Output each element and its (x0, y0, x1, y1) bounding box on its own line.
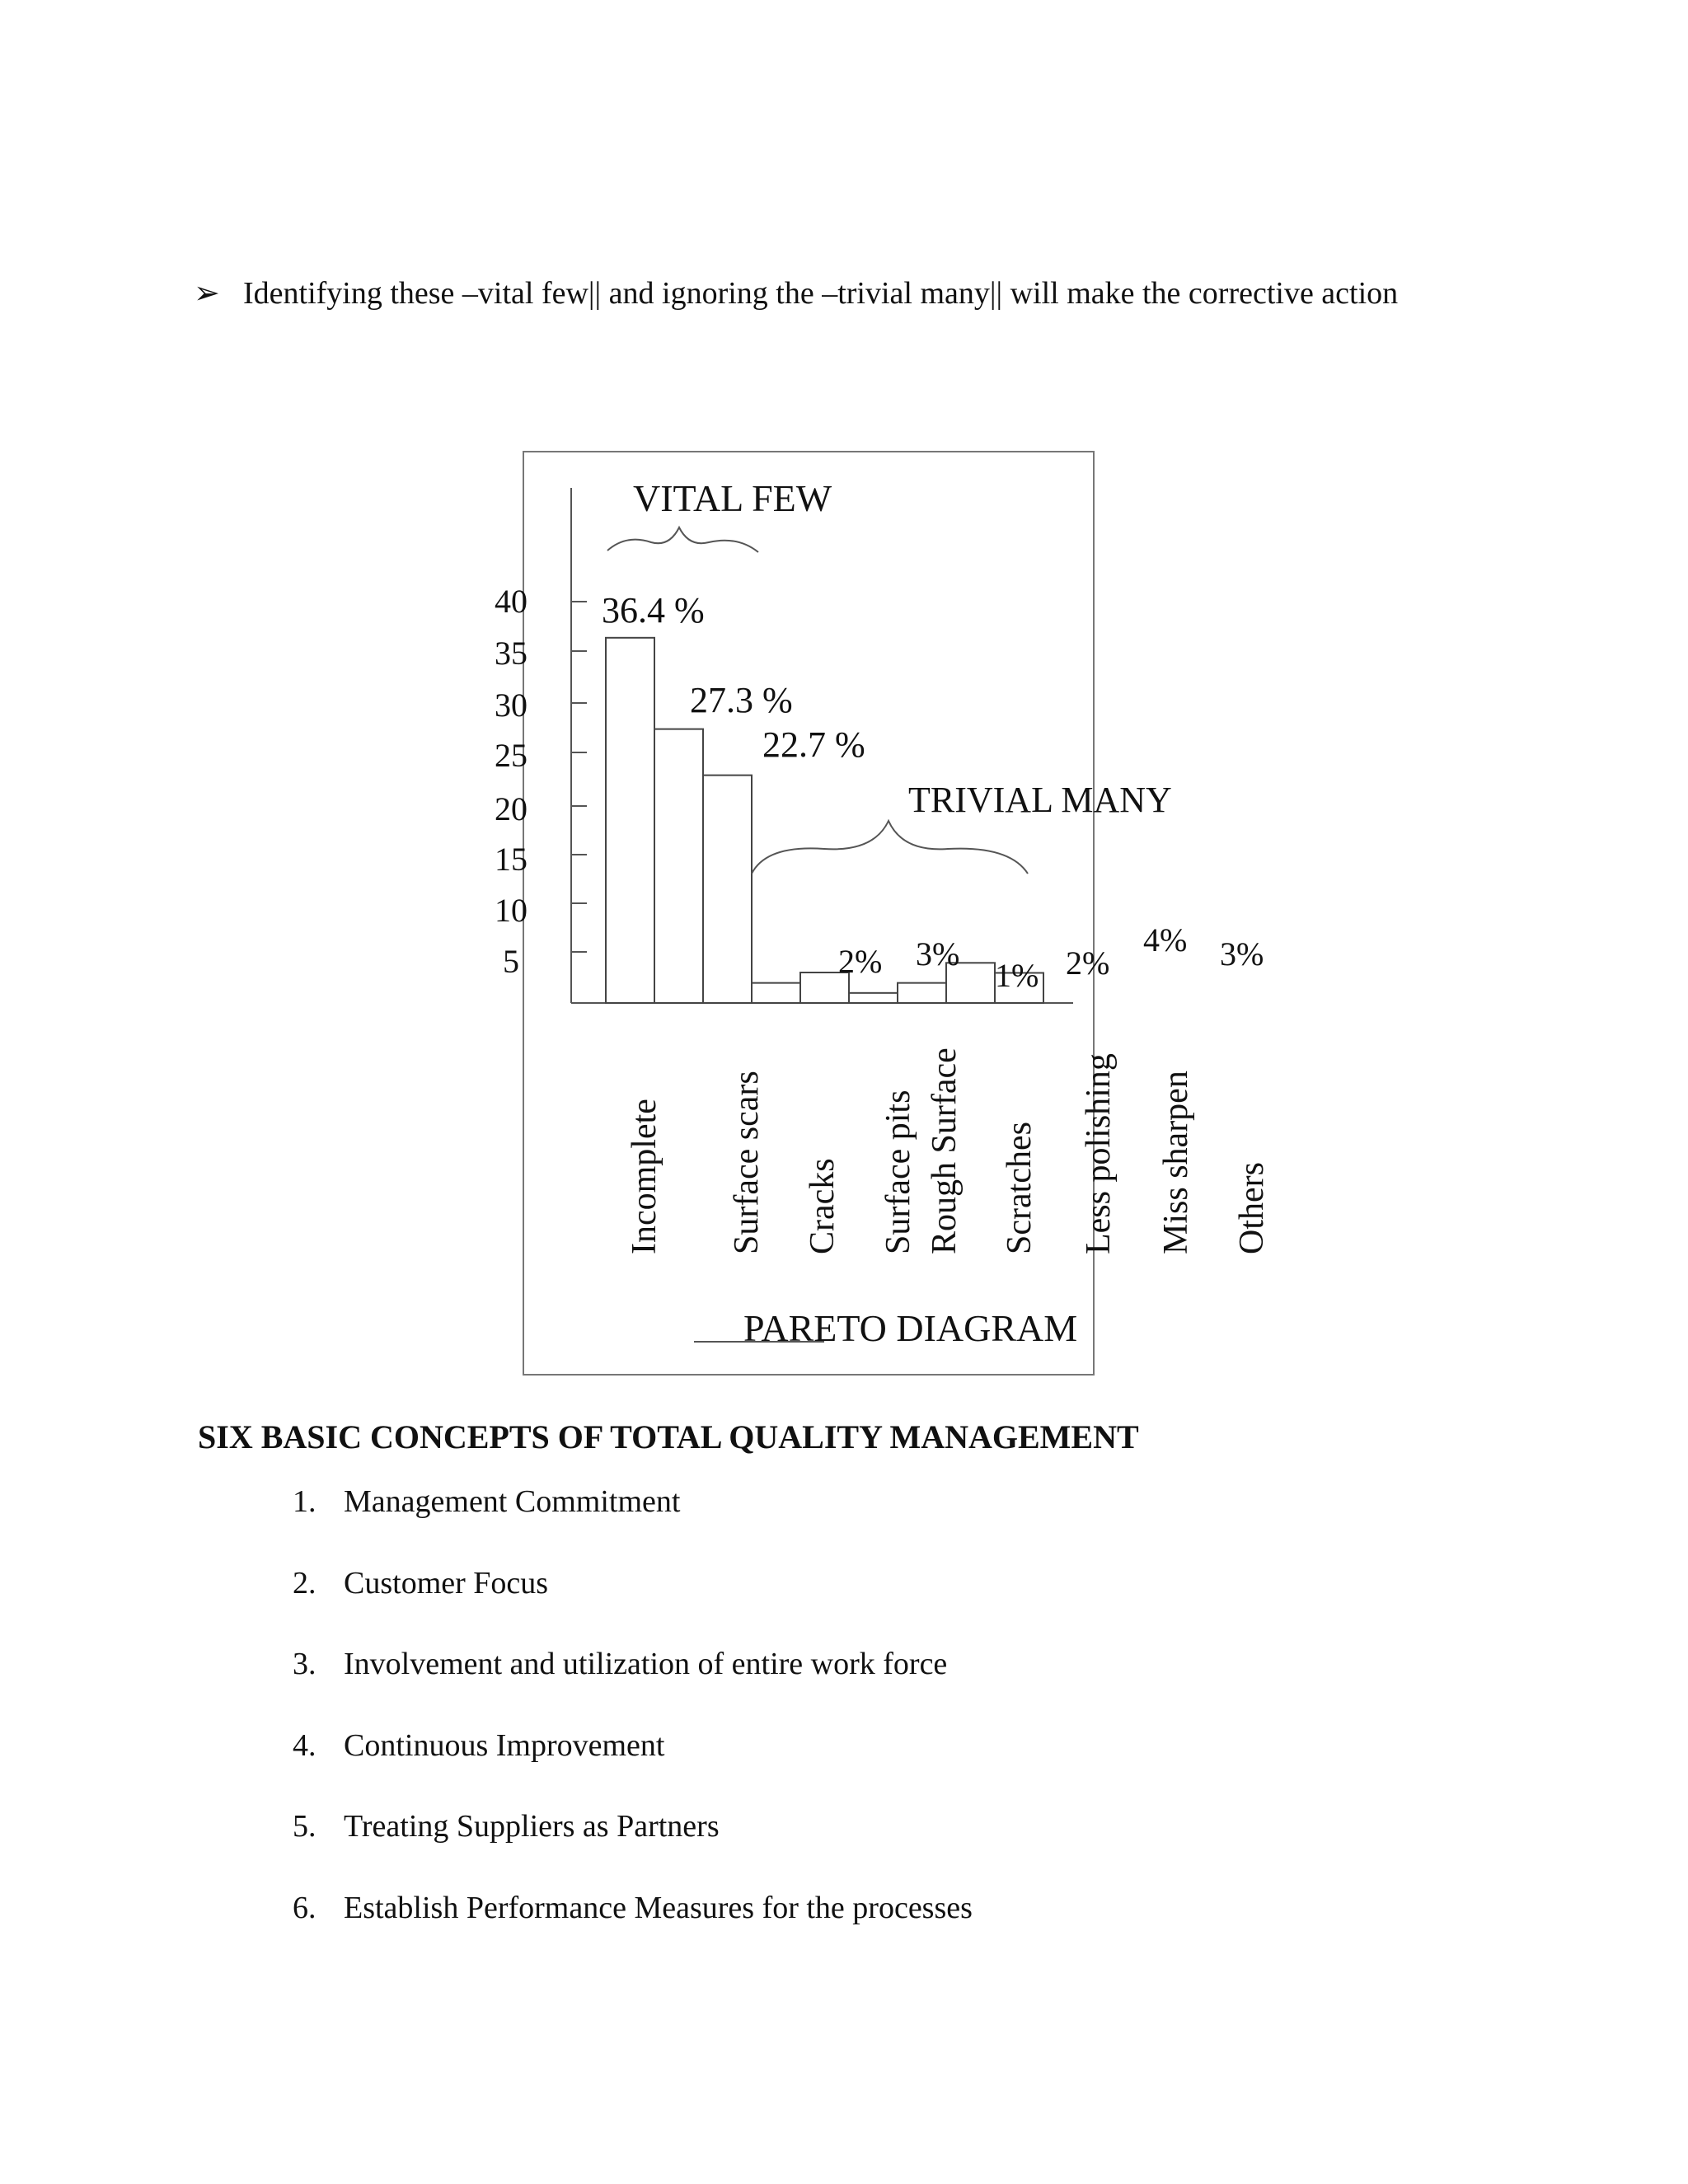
intro-text: Identifying these –vital few|| and ignoring the –trivial many|| will make the corrective action (243, 276, 1399, 311)
list-number: 5. (293, 1809, 316, 1844)
bar-value-label: 22.7 % (762, 724, 865, 765)
trivial-many-brace (752, 821, 1028, 874)
y-tick-label: 35 (495, 635, 528, 672)
y-tick-label: 40 (495, 583, 528, 620)
list-text: Customer Focus (344, 1565, 549, 1601)
category-label: Scratches (1001, 1122, 1039, 1254)
list-item (293, 1483, 973, 1565)
list-text: Management Commitment (344, 1484, 681, 1519)
bar-value-label: 1% (995, 957, 1039, 994)
vital-few-label: VITAL FEW (633, 477, 832, 519)
list-number: 6. (293, 1890, 316, 1925)
bar (752, 983, 800, 1003)
bar-value-label: 3% (916, 935, 960, 972)
list-item (293, 1727, 973, 1809)
trivial-many-label: TRIVIAL MANY (908, 780, 1172, 820)
list-text: Establish Performance Measures for the processes (344, 1890, 973, 1925)
category-label: Others (1233, 1162, 1271, 1254)
list-number: 3. (293, 1647, 316, 1681)
bar-value-label: 36.4 % (602, 590, 705, 630)
y-tick-label: 5 (503, 943, 519, 980)
vital-few-brace (607, 527, 758, 552)
bar (898, 983, 946, 1003)
category-label: Incomplete (626, 1099, 663, 1254)
category-label: Cracks (804, 1158, 842, 1254)
chart-title: PARETO DIAGRAM (743, 1307, 1078, 1349)
bar (703, 776, 752, 1003)
concepts-list (293, 1483, 973, 1971)
bar-value-label: 27.3 % (690, 680, 793, 720)
category-label: Surface scars (728, 1071, 766, 1254)
arrow-bullet-icon: ➢ (194, 276, 220, 311)
bar-value-label: 4% (1143, 921, 1188, 958)
y-tick-label: 15 (495, 841, 528, 878)
bar-value-label: 3% (1220, 935, 1264, 972)
category-label: Surface pits (879, 1090, 917, 1254)
list-number: 2. (293, 1565, 316, 1601)
category-label: Less polishing (1080, 1053, 1118, 1254)
bar (606, 638, 654, 1003)
category-label: Rough Surface (926, 1047, 964, 1254)
list-item (293, 1890, 973, 1971)
section-heading: SIX BASIC CONCEPTS OF TOTAL QUALITY MANAGEMENT (198, 1418, 1139, 1455)
list-item (293, 1565, 973, 1647)
list-text: Continuous Improvement (344, 1727, 665, 1763)
list-text: Treating Suppliers as Partners (344, 1809, 720, 1844)
bar (849, 993, 898, 1003)
bar-value-label: 2% (1066, 944, 1110, 982)
y-tick-label: 20 (495, 790, 528, 827)
y-tick-label: 10 (495, 892, 528, 929)
list-item (293, 1646, 973, 1727)
bar (654, 729, 703, 1003)
category-label: Miss sharpen (1157, 1071, 1195, 1254)
bar-value-label: 2% (838, 943, 883, 980)
y-tick-label: 30 (495, 687, 528, 724)
y-tick-label: 25 (495, 737, 528, 774)
list-text: Involvement and utilization of entire work force (344, 1647, 948, 1681)
list-number: 1. (293, 1484, 316, 1519)
list-item (293, 1808, 973, 1890)
list-number: 4. (293, 1727, 316, 1763)
